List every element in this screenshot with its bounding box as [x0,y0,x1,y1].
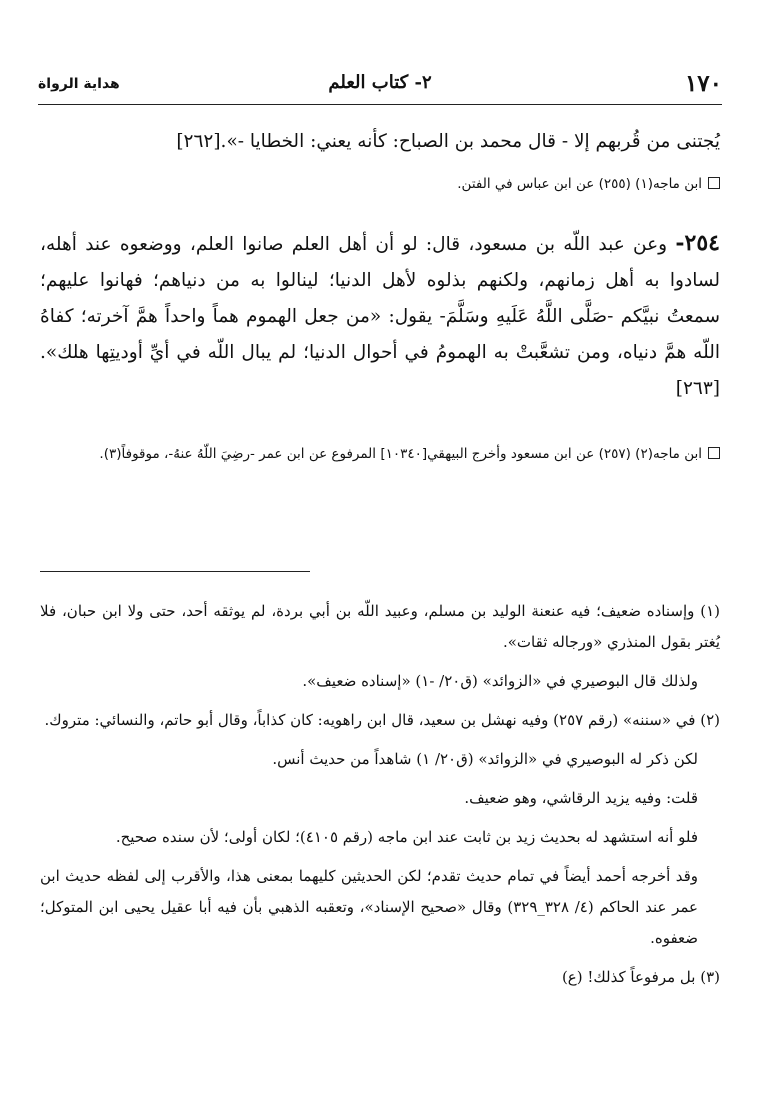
footnote-separator [40,571,310,572]
footnote-1-note: ولذلك قال البوصيري في «الزوائد» (ق٢٠/ -١) «إسناده ضعيف». [302,672,698,690]
chapter-title: ٢- كتاب العلم [328,72,432,93]
source-note-text: ابن ماجه(١) (٢٥٥) عن ابن عباس في الفتن. [457,176,702,192]
book-title: هداية الرواة [38,76,120,92]
source-note-text: ابن ماجه(٢) (٢٥٧) عن ابن مسعود وأخرج البيهقي[١٠٣٤٠] المرفوع عن ابن عمر -رضِيَ اللّهُ عنهُ-، موقوفاً(٣). [99,446,702,462]
continued-text: يُجتنى من قُربهم إلا - قال محمد بن الصباح: كأنه يعني: الخطايا -».[٢٦٢] [176,131,720,152]
footnote-2-note: وقد أخرجه أحمد أيضاً في تمام حديث تقدم؛ لكن الحديثين كليهما بمعنى هذا، والأقرب إلى لفظه حديث ابن عمر عند الحاكم (٤/ ٣٢٨_٣٢٩) وقال «صحيح الإسناد»، وتعقبه الذهبي بأن فيه أبا عقيل يحيى ابن المتوكل؛ ضعفوه. [40,867,698,947]
page-number: ١٧٠ [684,70,722,97]
source-note-2 [40,440,720,468]
page-header [38,70,722,105]
footnote-2-note: قلت: وفيه يزيد الرقاشي، وهو ضعيف. [464,789,698,807]
hadith-254 [40,225,720,407]
footnote-2: (٢) في «سننه» (رقم ٢٥٧) وفيه نهشل بن سعيد، قال ابن راهويه: كان كذاباً، وقال أبو حاتم، والنسائي: متروك. [44,711,720,729]
hadith-number: ٢٥٤- [675,230,720,256]
hadith-text: وعن عبد اللّه بن مسعود، قال: لو أن أهل العلم صانوا العلم، ووضعوه عند أهله، لسادوا به أهل زمانهم، ولكنهم بذلوه لأهل الدنيا؛ لينالوا به من دنياهم؛ فهانوا عليهم؛ سمعتُ نبيَّكم -صَلَّى اللَّهُ عَلَيهِ وسَلَّمَ- يقول: «من جعل الهموم هماً واحداً همَّ آخرته؛ كفاهُ اللّه همَّ دنياه، ومن تشعَّبتْ به الهمومُ في أحوال الدنيا؛ لم يبال اللّه في أيِّ أوديتِها هلك».[٢٦٣] [40,234,720,399]
source-note-1 [40,170,720,198]
footnote-2-note: فلو أنه استشهد له بحديث زيد بن ثابت عند ابن ماجه (رقم ٤١٠٥)؛ لكان أولى؛ لأن سنده صحيح. [115,828,698,846]
footnote-3: (٣) بل مرفوعاً كذلك! (ع) [561,968,720,986]
footnotes [40,596,720,1001]
footnote-2-note: لكن ذكر له البوصيري في «الزوائد» (ق٢٠/ ١) شاهداً من حديث أنس. [272,750,698,768]
footnote-1: (١) وإسناده ضعيف؛ فيه عنعنة الوليد بن مسلم، وعبيد اللّه بن أبي بردة، لم يوثقه أحد، حتى ولا ابن حبان، فلا يُغتر بقول المنذري «ورجاله ثقات». [40,602,720,651]
checkbox-square-icon [708,447,720,459]
checkbox-square-icon [708,177,720,189]
